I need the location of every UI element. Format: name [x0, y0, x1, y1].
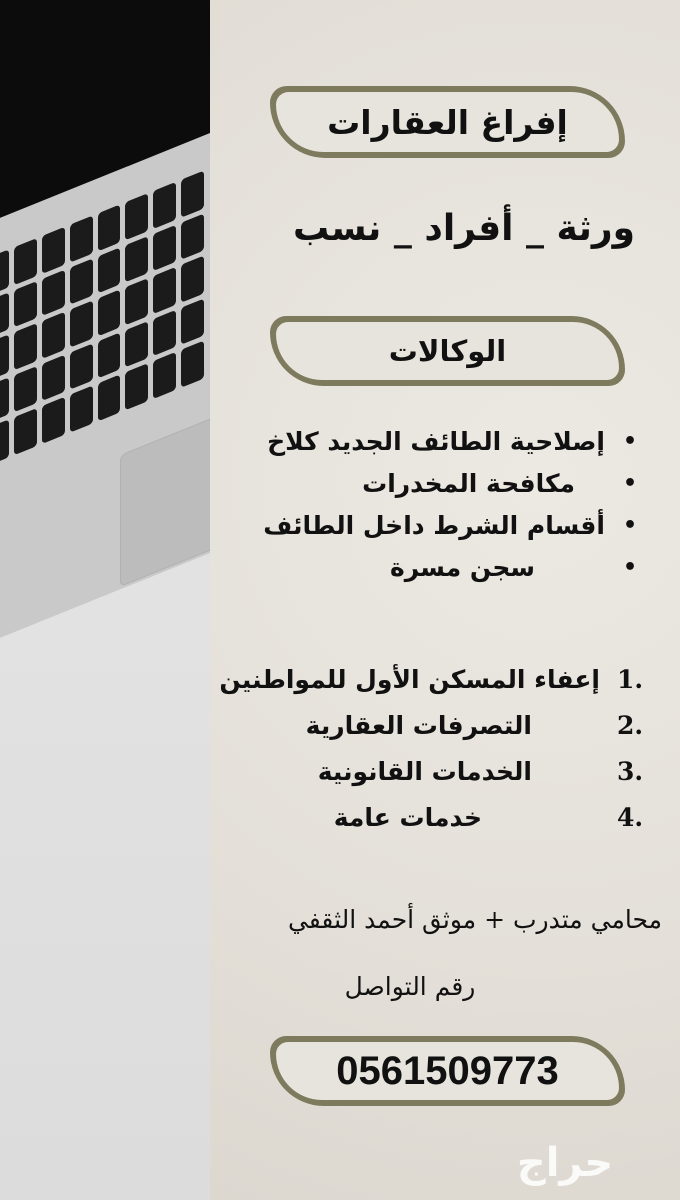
signature-line: محامي متدرب + موثق أحمد الثقفي [287, 905, 662, 934]
list-item: 3. الخدمات القانونية [317, 756, 644, 786]
agencies-banner [270, 316, 625, 386]
subtitle: ورثة _ أفراد _ نسب [293, 208, 635, 249]
phone-number[interactable]: 0561509773 [336, 1048, 559, 1093]
list-item: 1. إعفاء المسكن الأول للمواطنين [219, 664, 644, 694]
list-item: • مكافحة المخدرات [250, 462, 655, 504]
agencies-list [250, 420, 655, 588]
list-item: • سجن مسرة [250, 546, 655, 588]
agencies-heading: الوكالات [388, 334, 507, 368]
services-list [215, 656, 660, 840]
page-title: إفراغ العقارات [327, 102, 568, 142]
poster-background [210, 0, 680, 1200]
contact-label: رقم التواصل [344, 972, 476, 1001]
list-item: • إصلاحية الطائف الجديد كلاخ [250, 420, 655, 462]
list-item: • أقسام الشرط داخل الطائف [250, 504, 655, 546]
title-banner [270, 86, 625, 158]
bullet-icon: • [622, 554, 638, 580]
bullet-icon: • [622, 512, 638, 538]
bullet-icon: • [622, 428, 638, 454]
bullet-icon: • [622, 470, 638, 496]
phone-banner[interactable] [270, 1036, 625, 1106]
list-item: 4. خدمات عامة [333, 802, 644, 832]
laptop-photo [0, 0, 210, 1200]
site-watermark: حراج [516, 1140, 614, 1186]
list-item: 2. التصرفات العقارية [305, 710, 644, 740]
